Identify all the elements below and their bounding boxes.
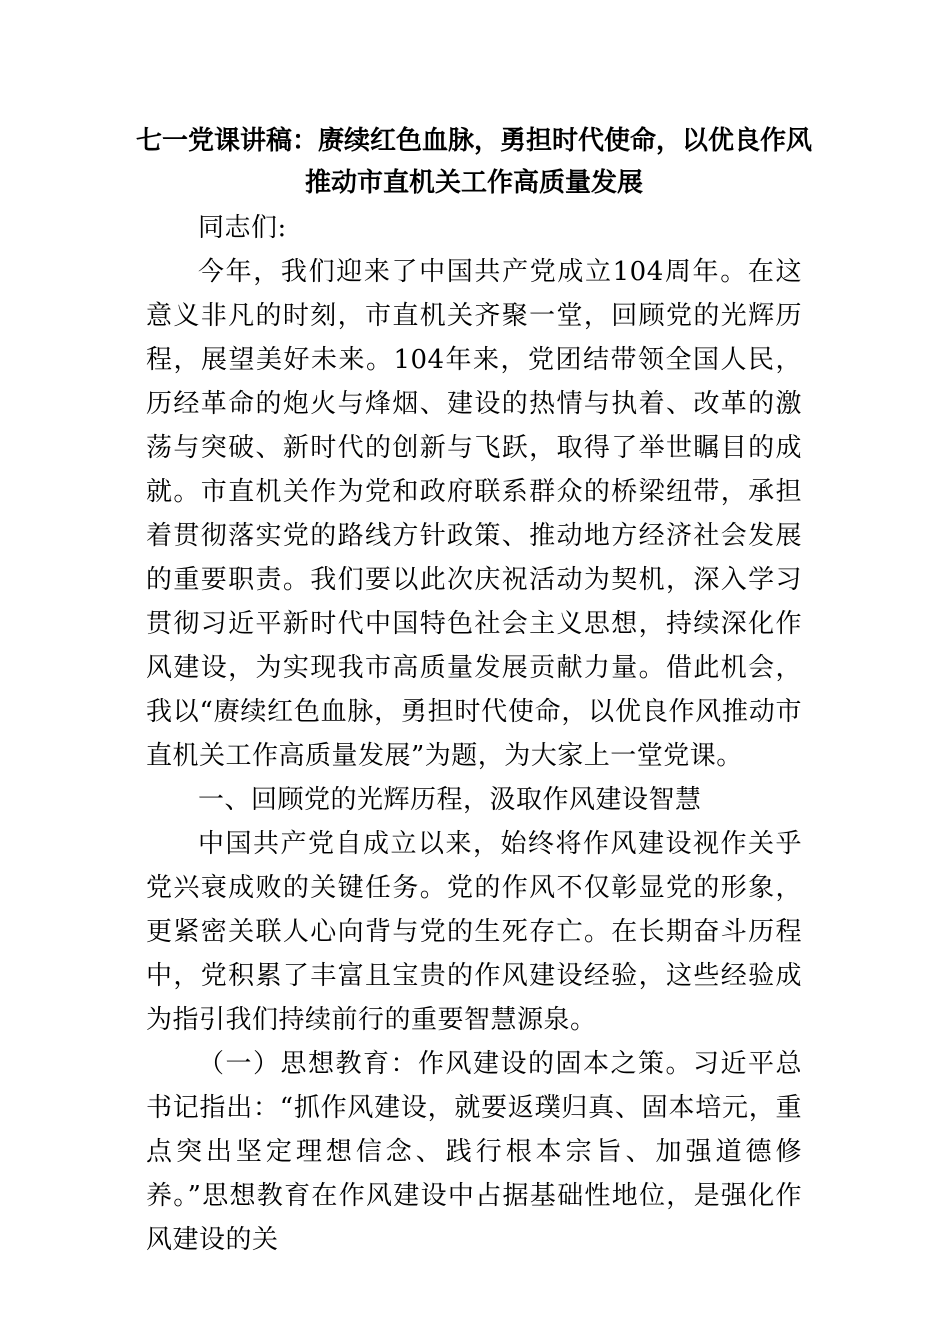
paragraph-section-1: 中国共产党自成立以来，始终将作风建设视作关乎党兴衰成败的关键任务。党的作风不仅彰显党的形象，更紧密关联人心向背与党的生死存亡。在长期奋斗历程中，党积累了丰富且宝贵的作风建设经验，这些经验成为指引我们持续前行的重要智慧源泉。 [146, 829, 802, 1035]
document-body [135, 120, 812, 1262]
document-title: 七一党课讲稿：赓续红色血脉，勇担时代使命，以优良作风推动市直机关工作高质量发展 [135, 126, 812, 198]
paragraph-subsection-1: （一）思想教育：作风建设的固本之策。习近平总书记指出：“抓作风建设，就要返璞归真、固本培元，重点突出坚定理想信念、践行根本宗旨、加强道德修养。”思想教育在作风建设中占据基础性地位，是强化作风建设的关 [146, 1049, 802, 1255]
salutation: 同志们: [198, 213, 287, 243]
paragraph-intro: 今年，我们迎来了中国共产党成立104周年。在这意义非凡的时刻，市直机关齐聚一堂，回顾党的光辉历程，展望美好未来。104年来，党团结带领全国人民，历经革命的炮火与烽烟、建设的热情与执着、改革的激荡与突破、新时代的创新与飞跃，取得了举世瞩目的成就。市直机关作为党和政府联系群众的桥梁纽带，承担着贯彻落实党的路线方针政策、推动地方经济社会发展的重要职责。我们要以此次庆祝活动为契机，深入学习贯彻习近平新时代中国特色社会主义思想，持续深化作风建设，为实现我市高质量发展贡献力量。借此机会，我以“赓续红色血脉，勇担时代使命，以优良作风推动市直机关工作高质量发展”为题，为大家上一堂党课。 [146, 257, 802, 771]
section-heading-1: 一、回顾党的光辉历程，汲取作风建设智慧 [198, 785, 702, 815]
